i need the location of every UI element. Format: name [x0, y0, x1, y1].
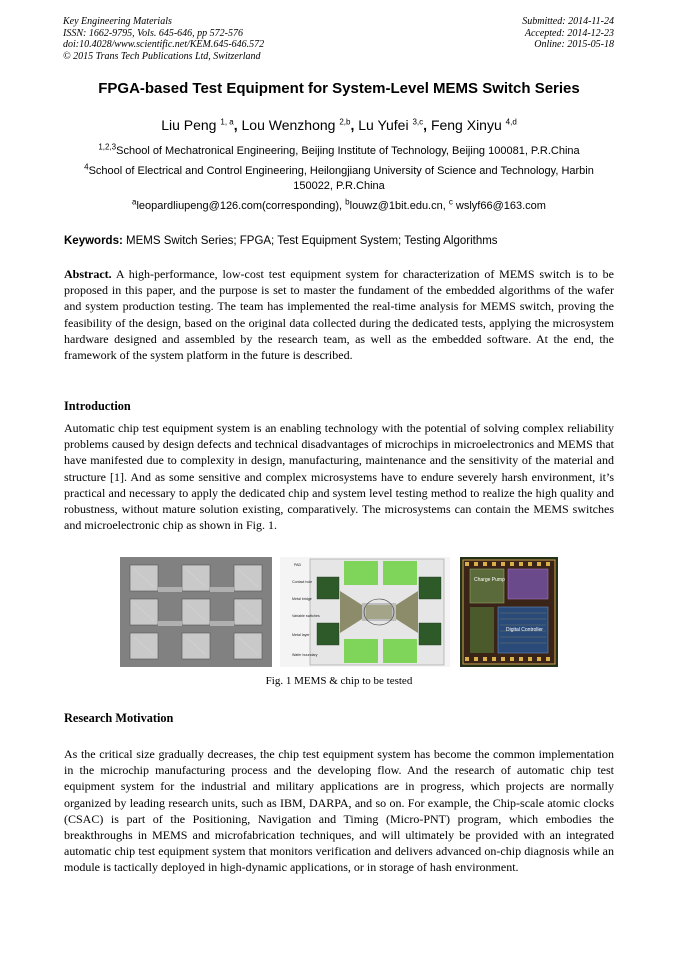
copyright-line: © 2015 Trans Tech Publications Ltd, Switzerland — [63, 50, 261, 62]
affiliation-text: School of Electrical and Control Engineering, Heilongjiang University of Science and Technology, Harbin 150022, P.R.China — [88, 165, 594, 192]
switch-layout-diagram — [280, 557, 450, 667]
label-variable-switches: Variable switches — [292, 614, 320, 618]
online-date: Online: 2015-05-18 — [534, 39, 614, 50]
author-name: Liu Peng — [161, 117, 217, 133]
email-b: louwz@1bit.edu.cn, — [349, 200, 446, 212]
abstract-label: Abstract. — [64, 267, 112, 281]
figure-chip-image — [460, 557, 558, 667]
affiliation-1 — [64, 144, 614, 159]
email-sup: a — [132, 197, 137, 207]
affiliation-sup: 4 — [84, 162, 89, 172]
journal-name: Key Engineering Materials — [63, 16, 172, 27]
label-pad: PAD — [294, 563, 302, 567]
author-sup: 4,d — [505, 117, 517, 127]
author-name: Lou Wenzhong — [241, 117, 336, 133]
abstract-text: A high-performance, low-cost test equipment system for characterization of MEMS switch is to be proposed in this paper, and the purpose is set to master the fundament of the embedded algorithms of the wafer and system production testing. The team has implemented the real-time analysis for MEMS switch, proving the feasibility of the design, based on the original data collected during the dedicated tests, applying the microsystem hardware designed and assembled by the research team, as well as the embedded software. At the end, the framework of the system platform in the future is described. — [64, 267, 614, 363]
keywords — [64, 235, 614, 247]
email-sup: c — [448, 197, 453, 207]
label-contact-hole: Contact hole — [292, 580, 313, 584]
submitted-date: Submitted: 2014-11-24 — [522, 16, 614, 27]
email-a: leopardliupeng@126.com(corresponding), — [136, 200, 343, 212]
paper-title: FPGA-based Test Equipment for System-Level MEMS Switch Series — [98, 80, 580, 97]
label-charge-pump: Charge Pump — [474, 577, 505, 583]
label-metal-bridge: Metal bridge — [292, 597, 312, 601]
journal-header — [63, 16, 264, 62]
author-sup: 3,c — [412, 117, 424, 127]
dates-header — [522, 16, 614, 51]
author-name: Feng Xinyu — [430, 117, 502, 133]
chip-die-photo — [460, 557, 558, 667]
section-heading-research-motivation: Research Motivation — [64, 711, 174, 725]
email-sup: b — [345, 197, 350, 207]
figure-layout-image — [280, 557, 450, 667]
section-heading-introduction: Introduction — [64, 399, 131, 413]
affiliation-sup: 1,2,3 — [98, 142, 117, 152]
affiliation-2 — [64, 164, 614, 194]
abstract — [64, 266, 614, 363]
keywords-text: MEMS Switch Series; FPGA; Test Equipment System; Testing Algorithms — [126, 235, 498, 247]
figure-caption: Fig. 1 MEMS & chip to be tested — [265, 675, 413, 687]
affiliation-text: School of Mechatronical Engineering, Beijing Institute of Technology, Beijing 100081, P.R.China — [116, 145, 580, 157]
sem-micrograph — [120, 557, 272, 667]
label-digital-controller: Digital Controller — [506, 627, 543, 633]
author-sup: 2,b — [339, 117, 351, 127]
email-line — [64, 199, 614, 214]
doi-line: doi:10.4028/www.scientific.net/KEM.645-646.572 — [63, 39, 265, 50]
accepted-date: Accepted: 2014-12-23 — [524, 27, 614, 39]
author-list: Liu Peng $^{1, a}$, Lou Wenzhong $^{2,b}$, Lu Yufei $^{3,c}$, Feng Xinyu $^{4,d}$ — [161, 117, 517, 133]
email-c: wslyf66@163.com — [455, 200, 546, 212]
author-sup: 1, a — [220, 117, 234, 127]
introduction-text: Automatic chip test equipment system is an enabling technology with the potential of solving complex reliability problems caused by design defects and technical disadvantages of microchips in microelectronics and MEMS that have manifested due to complexity in design, manufacturing, maintenance and the sensitivity of the material and structure [1]. And as some sensitive and complex microsystems have to endure severely harsh environment, it’s practical and necessary to apply the dedicated chip and system level testing method to realize the high quality and robustness, without mature solution existing, comparatively. The microsystems can contain the MEMS switches and microelectronic chip as shown in Fig. 1. — [64, 421, 614, 533]
research-motivation-text: As the critical size gradually decreases, the chip test equipment system has become the common implementation in the microchip manufacturing process and the developing flow. And the research of automatic chip test equipment system for the industrial and military applications are in progress, which projects are normally organized by leading research units, such as IBM, DARPA, and so on. For example, the Chip-scale atomic clocks (CSAC) is part of the Positioning, Navigation and Timing (Micro-PNT) program, which embodies the breakthroughs in MEMS and microfabrication techniques, and will ultimately be provided with an integrated automatic chip test equipment system that monitors verification and delivers advanced on-chip diagnosis while an module is tactically deployed in high-dynamic applications, or in storage of hash environment. — [64, 747, 614, 875]
figure-sem-image — [120, 557, 272, 672]
keywords-label: Keywords: — [64, 235, 123, 247]
issn-line: ISSN: 1662-9795, Vols. 645-646, pp 572-576 — [63, 27, 243, 39]
author-name: Lu Yufei — [358, 117, 409, 133]
label-wafer-boundary: Wafer boundary — [292, 653, 318, 657]
label-metal-layer: Metal layer — [292, 633, 310, 637]
